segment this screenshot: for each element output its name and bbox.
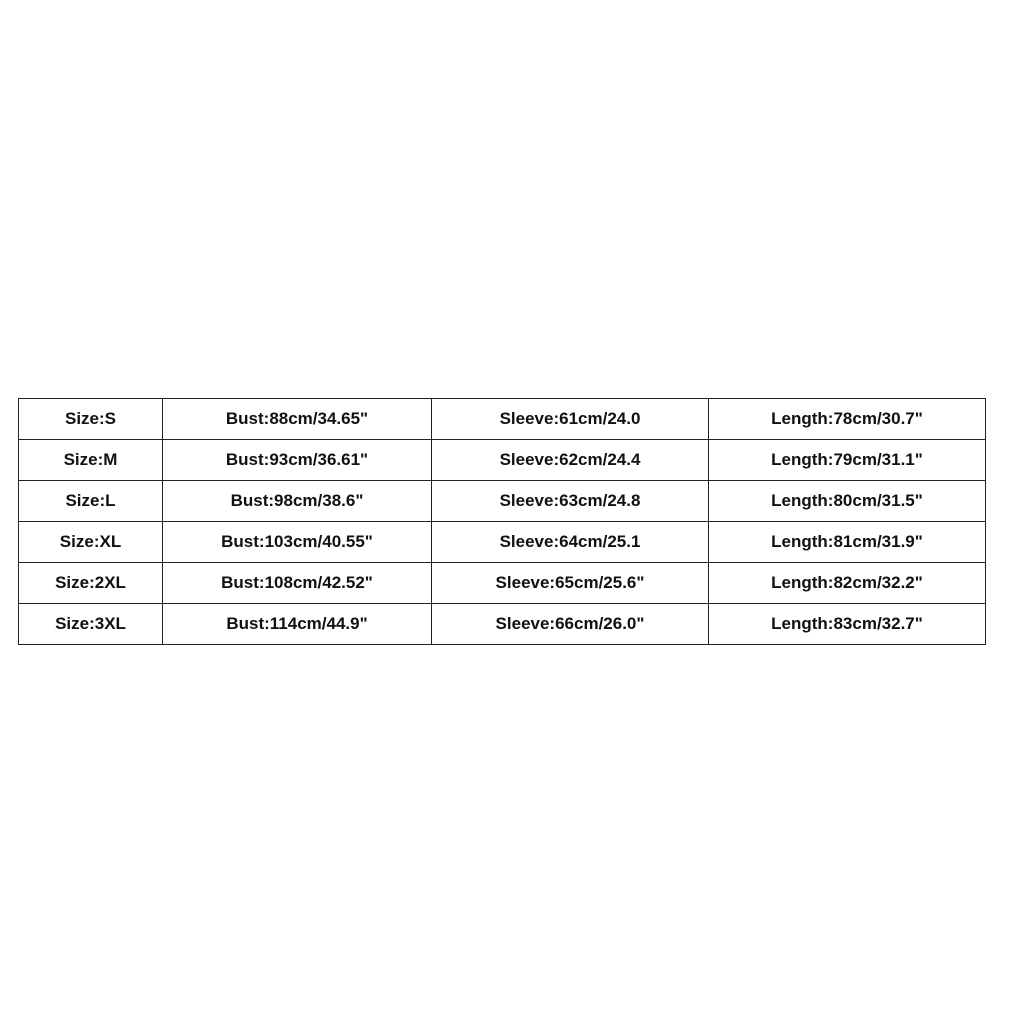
- length-cell: Length:82cm/32.2": [709, 563, 986, 604]
- table-row: [19, 604, 986, 645]
- table-row: [19, 399, 986, 440]
- length-cell: Length:83cm/32.7": [709, 604, 986, 645]
- size-cell: Size:L: [19, 481, 163, 522]
- table-row: [19, 481, 986, 522]
- table-row: [19, 440, 986, 481]
- sleeve-cell: Sleeve:63cm/24.8: [432, 481, 709, 522]
- size-cell: Size:S: [19, 399, 163, 440]
- bust-cell: Bust:98cm/38.6": [163, 481, 432, 522]
- table-row: [19, 563, 986, 604]
- sleeve-cell: Sleeve:61cm/24.0: [432, 399, 709, 440]
- sleeve-cell: Sleeve:62cm/24.4: [432, 440, 709, 481]
- size-cell: Size:XL: [19, 522, 163, 563]
- sleeve-cell: Sleeve:65cm/25.6": [432, 563, 709, 604]
- bust-cell: Bust:103cm/40.55": [163, 522, 432, 563]
- table-row: [19, 522, 986, 563]
- size-cell: Size:3XL: [19, 604, 163, 645]
- bust-cell: Bust:114cm/44.9": [163, 604, 432, 645]
- length-cell: Length:78cm/30.7": [709, 399, 986, 440]
- sleeve-cell: Sleeve:66cm/26.0": [432, 604, 709, 645]
- size-cell: Size:2XL: [19, 563, 163, 604]
- size-cell: Size:M: [19, 440, 163, 481]
- length-cell: Length:80cm/31.5": [709, 481, 986, 522]
- length-cell: Length:79cm/31.1": [709, 440, 986, 481]
- size-chart-table: [18, 398, 986, 645]
- bust-cell: Bust:88cm/34.65": [163, 399, 432, 440]
- length-cell: Length:81cm/31.9": [709, 522, 986, 563]
- bust-cell: Bust:108cm/42.52": [163, 563, 432, 604]
- bust-cell: Bust:93cm/36.61": [163, 440, 432, 481]
- sleeve-cell: Sleeve:64cm/25.1: [432, 522, 709, 563]
